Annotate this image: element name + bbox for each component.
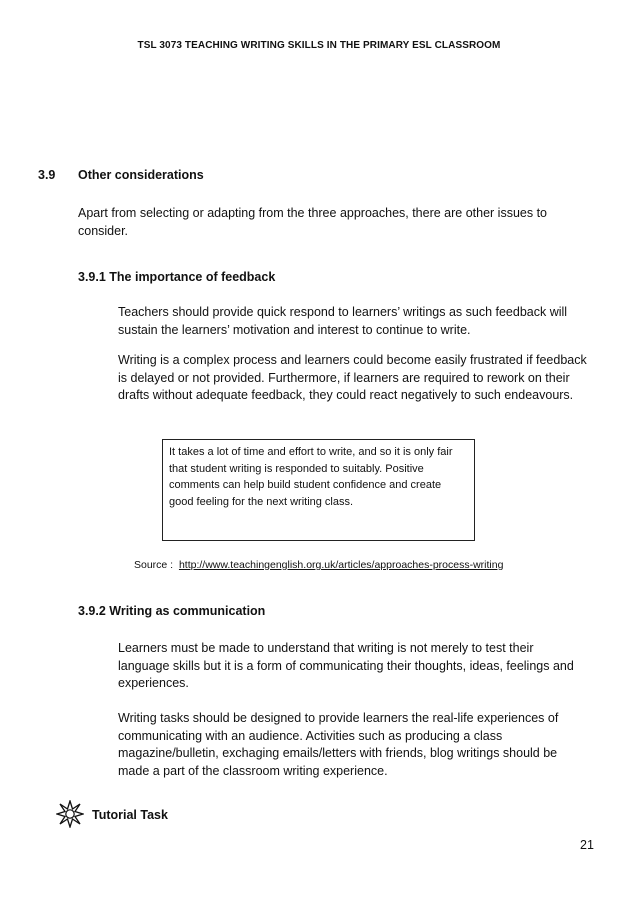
paragraph-feedback-2: Writing is a complex process and learners could become easily frustrated if feedback is delayed or not provided. Furthermore, if learners are required to rework on their drafts without adequate feedback, they could react negatively to such endeavours. [118, 353, 587, 402]
tutorial-task-title: Tutorial Task [92, 808, 168, 822]
paragraph-communication-1: Learners must be made to understand that writing is not merely to test their language skills but it is a form of communicating their thoughts, ideas, feelings and experiences. [118, 641, 574, 690]
subsection-title-feedback: 3.9.1 The importance of feedback [78, 270, 276, 284]
source-link[interactable]: http://www.teachingenglish.org.uk/articles/approaches-process-writing [178, 559, 504, 571]
source-label: Source : [134, 559, 174, 571]
star-burst-icon [56, 800, 84, 828]
section-title: Other considerations [78, 168, 204, 182]
section-number: 3.9 [38, 168, 56, 182]
section-intro: Apart from selecting or adapting from the three approaches, there are other issues to consider. [78, 206, 548, 238]
page-header: TSL 3073 TEACHING WRITING SKILLS IN THE PRIMARY ESL CLASSROOM [137, 40, 501, 51]
quote-box: It takes a lot of time and effort to write, and so it is only fair that student writing is responded to suitably. Positive comments can help build student confidence and create good feeling for the next writing class. [162, 439, 475, 541]
paragraph-feedback-1: Teachers should provide quick respond to learners’ writings as such feedback will sustain the learners’ motivation and interest to continue to write. [118, 305, 568, 337]
paragraph-communication-2: Writing tasks should be designed to provide learners the real-life experiences of communicating with an audience. Activities such as producing a class magazine/bulletin, exchaging emails/letters with friends, blog writings should be made a part of the classroom writing experience. [118, 711, 559, 778]
page-number: 21 [580, 838, 594, 852]
source-citation [134, 559, 503, 571]
subsection-title-communication: 3.9.2 Writing as communication [78, 604, 266, 618]
